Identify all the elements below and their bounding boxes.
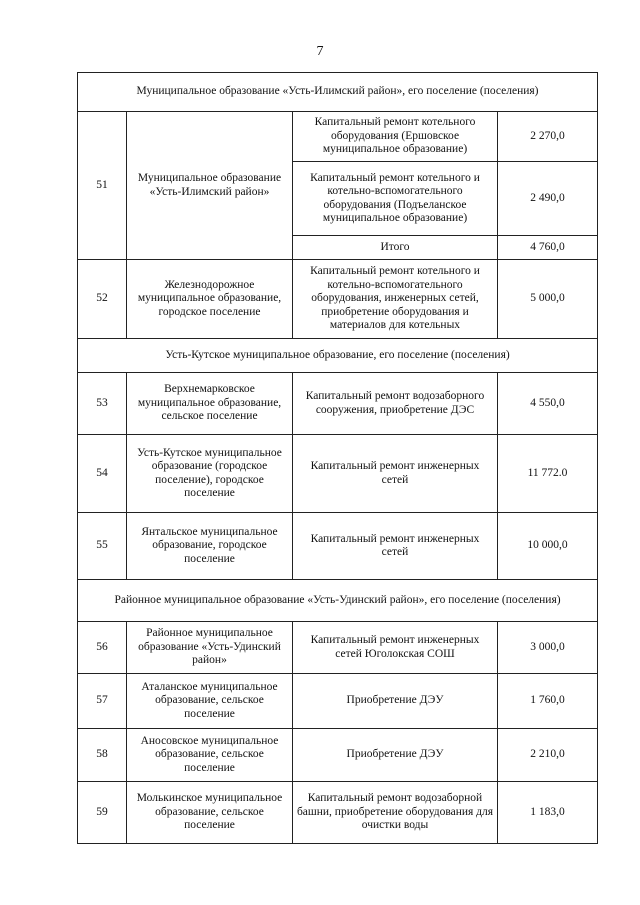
- row-number: 58: [78, 729, 127, 782]
- purpose-cell: Капитальный ремонт котельного и котельно-вспомогательного оборудования (Подъеланское муниципальное образование): [293, 162, 498, 236]
- section-header-row: [78, 339, 598, 373]
- purpose-cell: Капитальный ремонт котельного и котельно-вспомогательного оборудования, инженерных сетей, приобретение оборудования и материалов для котельных: [293, 260, 498, 339]
- table-row: [78, 513, 598, 580]
- entity-name: Янтальское муниципальное образование, городское поселение: [127, 513, 293, 580]
- entity-name: Верхнемарковское муниципальное образование, сельское поселение: [127, 373, 293, 435]
- table-row: [78, 622, 598, 674]
- amount-cell: 1 760,0: [498, 674, 598, 729]
- entity-name: Молькинское муниципальное образование, сельское поселение: [127, 782, 293, 844]
- section-title: Муниципальное образование «Усть-Илимский район», его поселение (поселения): [78, 73, 598, 112]
- row-number: 59: [78, 782, 127, 844]
- purpose-cell: Капитальный ремонт водозаборного сооружения, приобретение ДЭС: [293, 373, 498, 435]
- entity-name: Муниципальное образование «Усть-Илимский район»: [127, 112, 293, 260]
- purpose-cell: Капитальный ремонт инженерных сетей: [293, 435, 498, 513]
- purpose-cell: Капитальный ремонт инженерных сетей: [293, 513, 498, 580]
- row-number: 55: [78, 513, 127, 580]
- amount-cell: 3 000,0: [498, 622, 598, 674]
- amount-cell: 2 270,0: [498, 112, 598, 162]
- entity-name: Железнодорожное муниципальное образование, городское поселение: [127, 260, 293, 339]
- table-row: [78, 674, 598, 729]
- amount-cell: 2 490,0: [498, 162, 598, 236]
- entity-name: Усть-Кутское муниципальное образование (городское поселение), городское поселение: [127, 435, 293, 513]
- amount-cell: 2 210,0: [498, 729, 598, 782]
- purpose-cell: Капитальный ремонт инженерных сетей Юголокская СОШ: [293, 622, 498, 674]
- entity-name: Районное муниципальное образование «Усть-Удинский район»: [127, 622, 293, 674]
- amount-cell: 10 000,0: [498, 513, 598, 580]
- allocation-table: [77, 72, 598, 844]
- purpose-cell: Приобретение ДЭУ: [293, 674, 498, 729]
- amount-cell: 11 772.0: [498, 435, 598, 513]
- total-amount: 4 760,0: [498, 236, 598, 260]
- table-row: [78, 435, 598, 513]
- table-row: [78, 782, 598, 844]
- purpose-cell: Капитальный ремонт водозаборной башни, приобретение оборудования для очистки воды: [293, 782, 498, 844]
- row-number: 52: [78, 260, 127, 339]
- section-header-row: [78, 580, 598, 622]
- table-row: [78, 729, 598, 782]
- section-header-row: [78, 73, 598, 112]
- row-number: 57: [78, 674, 127, 729]
- row-number: 53: [78, 373, 127, 435]
- row-number: 51: [78, 112, 127, 260]
- purpose-cell: Капитальный ремонт котельного оборудования (Ершовское муниципальное образование): [293, 112, 498, 162]
- table-row: [78, 260, 598, 339]
- entity-name: Аталанское муниципальное образование, сельское поселение: [127, 674, 293, 729]
- section-title: Усть-Кутское муниципальное образование, его поселение (поселения): [78, 339, 598, 373]
- amount-cell: 1 183,0: [498, 782, 598, 844]
- total-label: Итого: [293, 236, 498, 260]
- entity-name: Аносовское муниципальное образование, сельское поселение: [127, 729, 293, 782]
- page-number: 7: [316, 44, 324, 59]
- row-number: 54: [78, 435, 127, 513]
- table-row: [78, 112, 598, 162]
- table-row: [78, 373, 598, 435]
- section-title: Районное муниципальное образование «Усть-Удинский район», его поселение (поселения): [78, 580, 598, 622]
- purpose-cell: Приобретение ДЭУ: [293, 729, 498, 782]
- amount-cell: 5 000,0: [498, 260, 598, 339]
- amount-cell: 4 550,0: [498, 373, 598, 435]
- row-number: 56: [78, 622, 127, 674]
